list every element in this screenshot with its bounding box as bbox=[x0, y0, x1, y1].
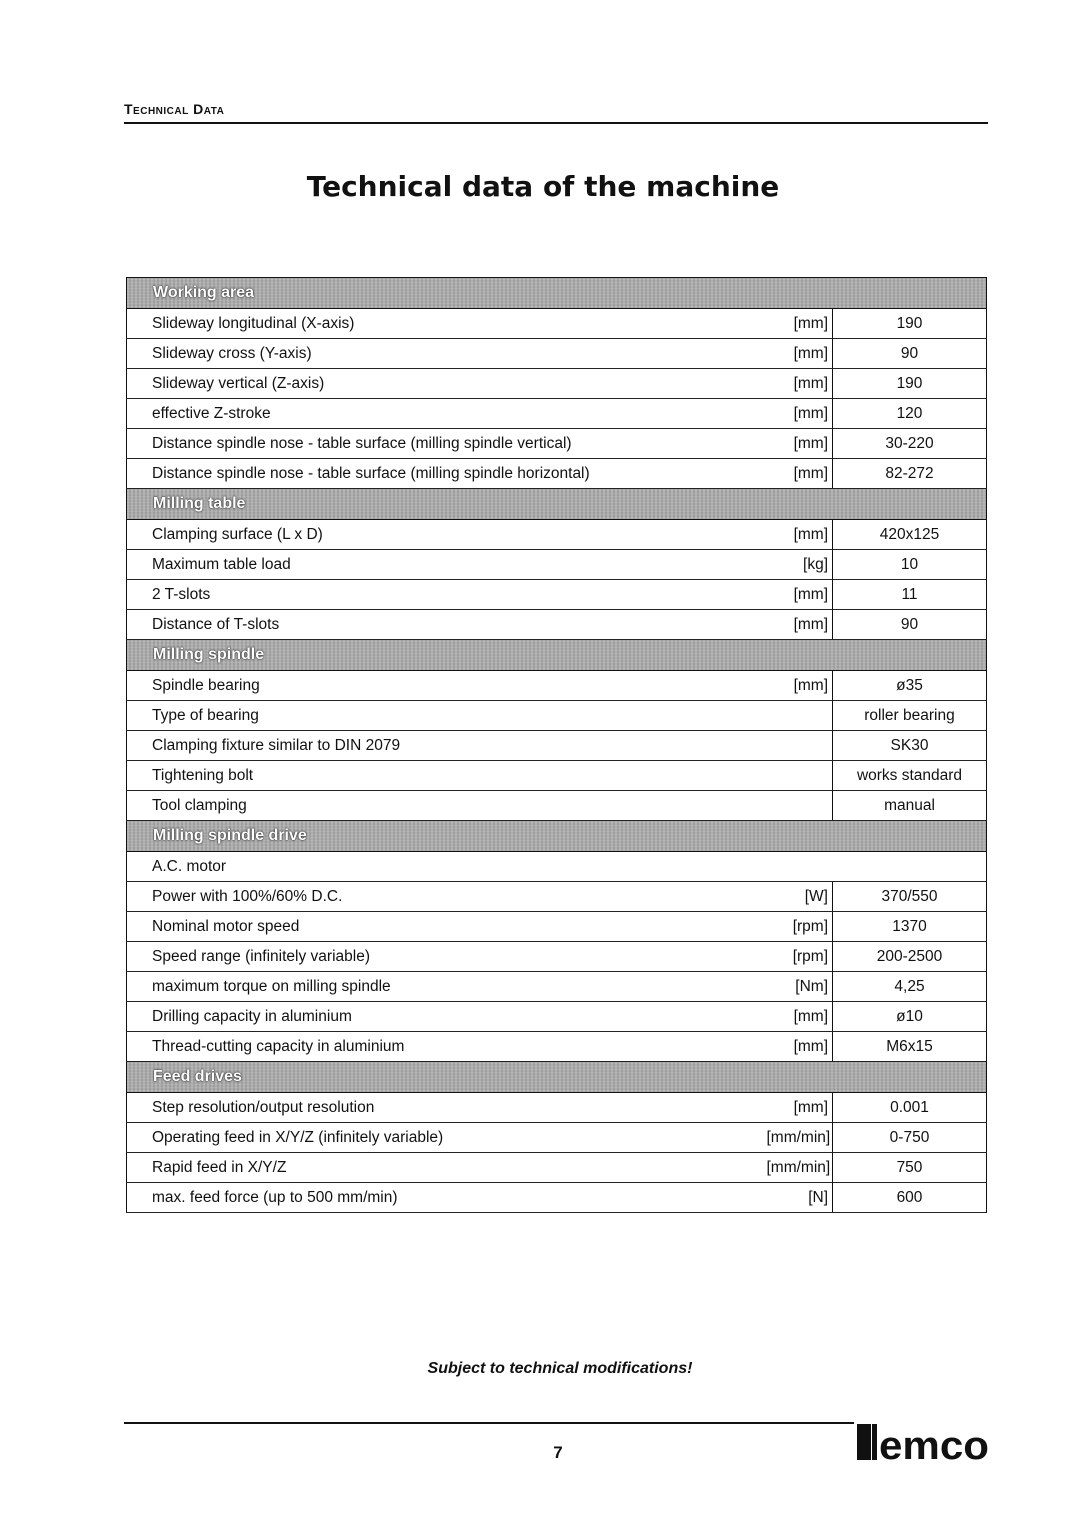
spec-label: Clamping fixture similar to DIN 2079 bbox=[127, 731, 833, 761]
emco-logo bbox=[857, 1421, 990, 1463]
spec-unit: [mm] bbox=[767, 610, 833, 640]
spec-label: Thread-cutting capacity in aluminium bbox=[127, 1032, 767, 1062]
spec-label: Drilling capacity in aluminium bbox=[127, 1002, 767, 1032]
spec-unit: [mm] bbox=[767, 309, 833, 339]
spec-value: 420x125 bbox=[833, 520, 987, 550]
spec-value: 1370 bbox=[833, 912, 987, 942]
spec-label: Nominal motor speed bbox=[127, 912, 767, 942]
spec-value: 370/550 bbox=[833, 882, 987, 912]
table-row bbox=[127, 1002, 987, 1032]
spec-value: 90 bbox=[833, 339, 987, 369]
spec-value: 190 bbox=[833, 309, 987, 339]
spec-label: max. feed force (up to 500 mm/min) bbox=[127, 1183, 767, 1213]
spec-value: 600 bbox=[833, 1183, 987, 1213]
table-row bbox=[127, 1153, 987, 1183]
spec-unit: [W] bbox=[767, 882, 833, 912]
spec-unit: [kg] bbox=[767, 550, 833, 580]
spec-label: Tool clamping bbox=[127, 791, 833, 821]
spec-label: Distance spindle nose - table surface (milling spindle vertical) bbox=[127, 429, 767, 459]
page-number: 7 bbox=[553, 1443, 563, 1462]
section-title: Milling table bbox=[127, 489, 987, 520]
spec-unit: [mm] bbox=[767, 1032, 833, 1062]
table-row bbox=[127, 791, 987, 821]
table-row bbox=[127, 1093, 987, 1123]
spec-label: Rapid feed in X/Y/Z bbox=[127, 1153, 767, 1183]
spec-label: Clamping surface (L x D) bbox=[127, 520, 767, 550]
spec-label: Operating feed in X/Y/Z (infinitely variable) bbox=[127, 1123, 767, 1153]
spec-label: Tightening bolt bbox=[127, 761, 833, 791]
spec-label: Distance spindle nose - table surface (milling spindle horizontal) bbox=[127, 459, 767, 489]
table-row bbox=[127, 459, 987, 489]
spec-value: 750 bbox=[833, 1153, 987, 1183]
running-header: Technical Data bbox=[124, 101, 225, 117]
spec-label: Slideway cross (Y-axis) bbox=[127, 339, 767, 369]
section-header-row bbox=[127, 640, 987, 671]
section-header-row bbox=[127, 278, 987, 309]
spec-label: Slideway longitudinal (X-axis) bbox=[127, 309, 767, 339]
spec-value: 120 bbox=[833, 399, 987, 429]
spec-value: 190 bbox=[833, 369, 987, 399]
spec-label: Distance of T-slots bbox=[127, 610, 767, 640]
table-row bbox=[127, 369, 987, 399]
table-row bbox=[127, 671, 987, 701]
section-header-row bbox=[127, 1062, 987, 1093]
table-row bbox=[127, 520, 987, 550]
table-row bbox=[127, 912, 987, 942]
spec-unit: [mm] bbox=[767, 1093, 833, 1123]
spec-value: M6x15 bbox=[833, 1032, 987, 1062]
section-title: Milling spindle bbox=[127, 640, 987, 671]
table-row bbox=[127, 1123, 987, 1153]
table-row bbox=[127, 610, 987, 640]
spec-label: Type of bearing bbox=[127, 701, 833, 731]
spec-label: A.C. motor bbox=[127, 852, 987, 882]
spec-value: 10 bbox=[833, 550, 987, 580]
spec-unit: [mm] bbox=[767, 459, 833, 489]
footer-rule bbox=[124, 1422, 854, 1424]
spec-value: 82-272 bbox=[833, 459, 987, 489]
spec-unit: [mm] bbox=[767, 671, 833, 701]
spec-unit: [mm] bbox=[767, 580, 833, 610]
section-title: Feed drives bbox=[127, 1062, 987, 1093]
table-row bbox=[127, 429, 987, 459]
spec-value: 4,25 bbox=[833, 972, 987, 1002]
section-header-row bbox=[127, 489, 987, 520]
spec-label: 2 T-slots bbox=[127, 580, 767, 610]
table-row bbox=[127, 852, 987, 882]
table-row bbox=[127, 731, 987, 761]
table-row bbox=[127, 701, 987, 731]
spec-unit: [rpm] bbox=[767, 942, 833, 972]
spec-label: Spindle bearing bbox=[127, 671, 767, 701]
spec-value: 30-220 bbox=[833, 429, 987, 459]
spec-unit: [mm] bbox=[767, 1002, 833, 1032]
spec-value: 200-2500 bbox=[833, 942, 987, 972]
table-row bbox=[127, 761, 987, 791]
section-title: Working area bbox=[127, 278, 987, 309]
spec-value: SK30 bbox=[833, 731, 987, 761]
table-row bbox=[127, 399, 987, 429]
table-row bbox=[127, 1183, 987, 1213]
spec-unit: [mm/min] bbox=[767, 1153, 833, 1183]
spec-label: Slideway vertical (Z-axis) bbox=[127, 369, 767, 399]
table-row bbox=[127, 580, 987, 610]
spec-unit: [mm] bbox=[767, 520, 833, 550]
page-title: Technical data of the machine bbox=[306, 170, 780, 203]
spec-value: 11 bbox=[833, 580, 987, 610]
spec-value: ø35 bbox=[833, 671, 987, 701]
technical-data-table bbox=[126, 277, 987, 1213]
section-title: Milling spindle drive bbox=[127, 821, 987, 852]
header-rule bbox=[124, 122, 988, 124]
spec-unit: [mm] bbox=[767, 369, 833, 399]
spec-value: roller bearing bbox=[833, 701, 987, 731]
spec-label: Step resolution/output resolution bbox=[127, 1093, 767, 1123]
table-row bbox=[127, 972, 987, 1002]
spec-value: 0-750 bbox=[833, 1123, 987, 1153]
spec-value: manual bbox=[833, 791, 987, 821]
table-row bbox=[127, 1032, 987, 1062]
spec-unit: [mm] bbox=[767, 429, 833, 459]
spec-value: ø10 bbox=[833, 1002, 987, 1032]
spec-value: 0.001 bbox=[833, 1093, 987, 1123]
spec-value: 90 bbox=[833, 610, 987, 640]
spec-value: works standard bbox=[833, 761, 987, 791]
spec-unit: [mm] bbox=[767, 339, 833, 369]
spec-label: maximum torque on milling spindle bbox=[127, 972, 767, 1002]
spec-label: Power with 100%/60% D.C. bbox=[127, 882, 767, 912]
section-header-row bbox=[127, 821, 987, 852]
spec-label: Speed range (infinitely variable) bbox=[127, 942, 767, 972]
table-row bbox=[127, 339, 987, 369]
spec-unit: [mm/min] bbox=[767, 1123, 833, 1153]
spec-unit: [Nm] bbox=[767, 972, 833, 1002]
spec-label: Maximum table load bbox=[127, 550, 767, 580]
table-row bbox=[127, 550, 987, 580]
table-row bbox=[127, 882, 987, 912]
table-row bbox=[127, 942, 987, 972]
table-row bbox=[127, 309, 987, 339]
spec-unit: [N] bbox=[767, 1183, 833, 1213]
spec-unit: [mm] bbox=[767, 399, 833, 429]
spec-label: effective Z-stroke bbox=[127, 399, 767, 429]
spec-unit: [rpm] bbox=[767, 912, 833, 942]
footer-note: Subject to technical modifications! bbox=[427, 1360, 693, 1377]
logo-wordmark: emco bbox=[879, 1424, 989, 1463]
